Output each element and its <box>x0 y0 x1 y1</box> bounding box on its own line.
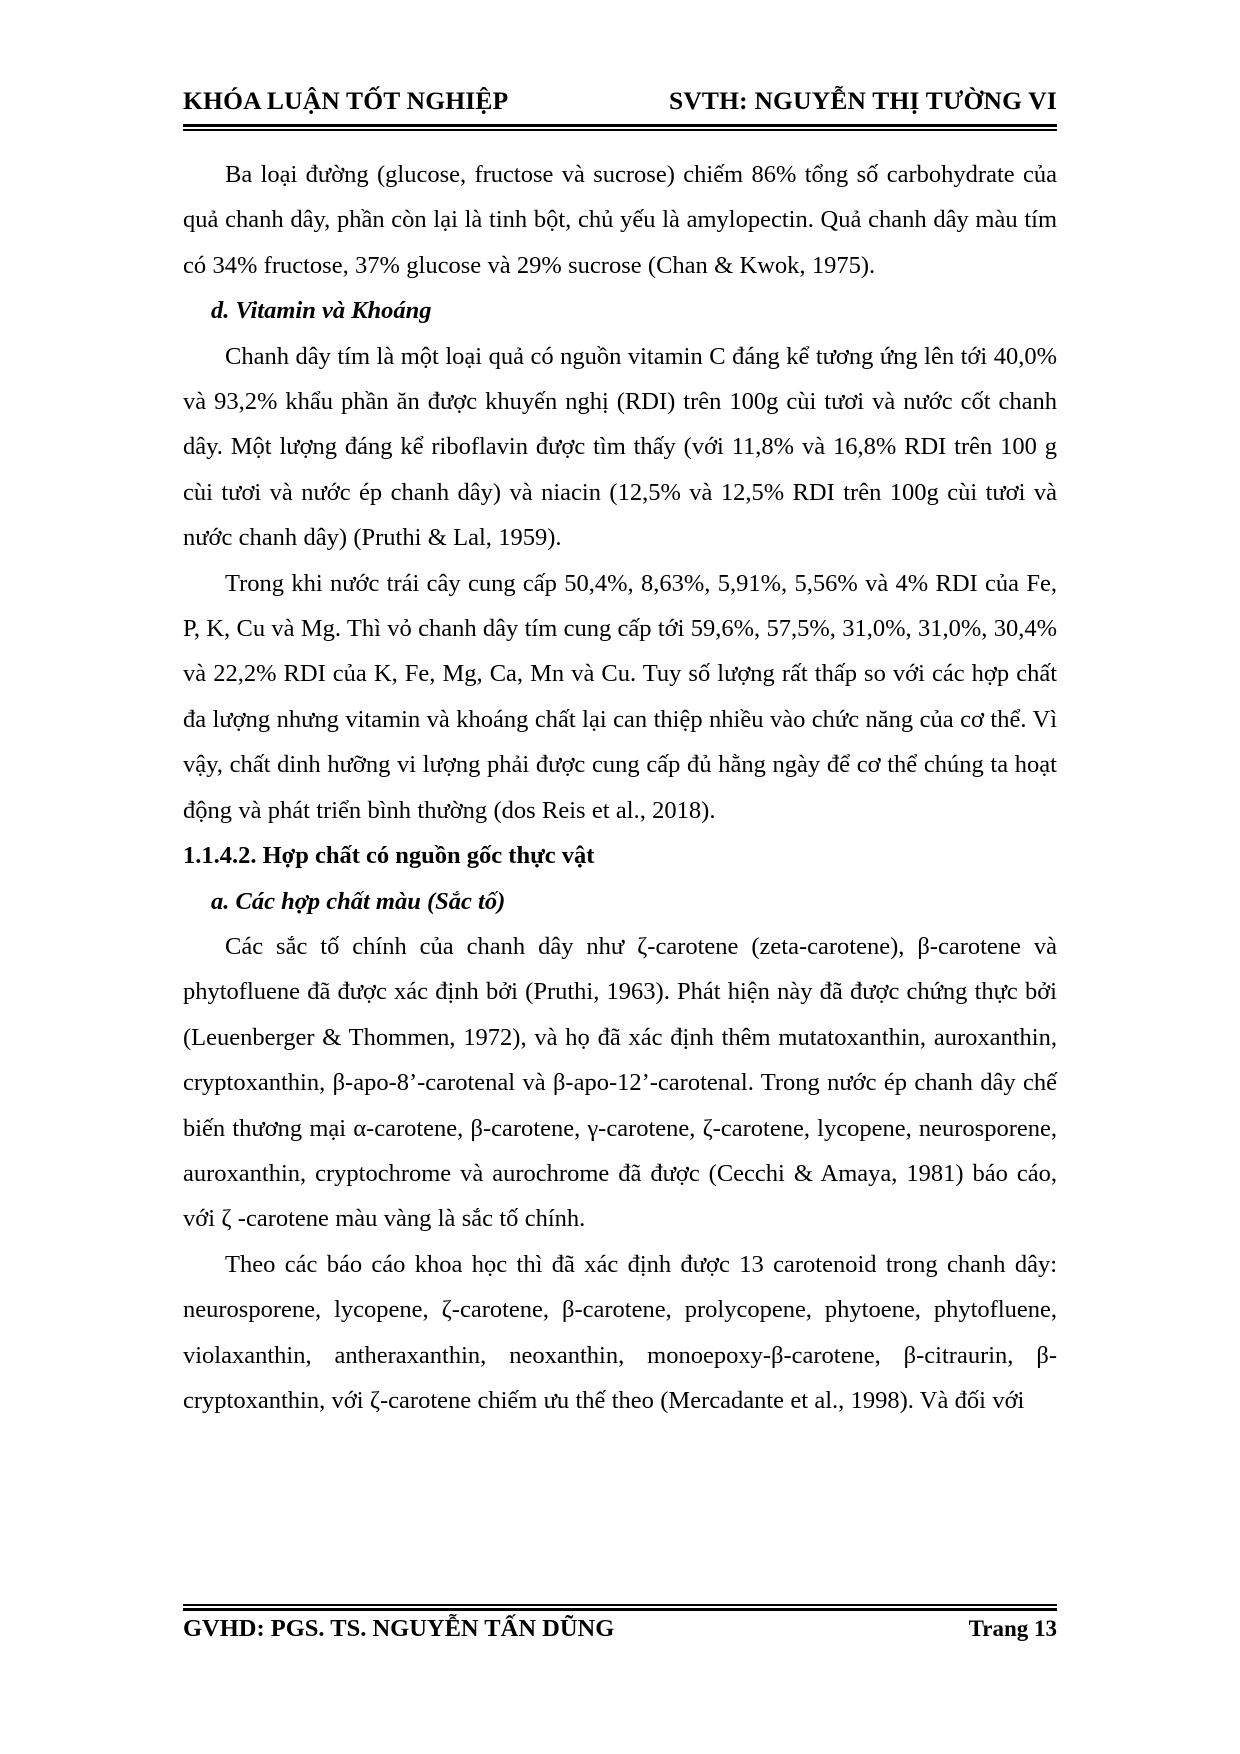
footer-advisor: GVHD: PGS. TS. NGUYỄN TẤN DŨNG <box>183 1615 615 1642</box>
heading-a-cac-hop-chat-mau: a. Các hợp chất màu (Sắc tố) <box>211 887 506 915</box>
footer-divider-rule <box>183 1604 1057 1610</box>
footer-rule-thick <box>183 1608 1057 1611</box>
heading-d-vitamin-khoang: d. Vitamin và Khoáng <box>211 297 432 325</box>
running-footer <box>183 1615 1057 1643</box>
header-left-title: KHÓA LUẬN TỐT NGHIỆP <box>183 86 509 115</box>
header-right-author: SVTH: NGUYỄN THỊ TƯỜNG VI <box>668 86 1057 115</box>
header-divider-rule <box>183 124 1057 130</box>
heading-1-1-4-2: 1.1.4.2. Hợp chất có nguồn gốc thực vật <box>183 842 595 870</box>
header-rule-thin <box>183 129 1057 131</box>
footer-rule-thin <box>183 1604 1057 1606</box>
paragraph-minerals-rdi: Trong khi nước trái cây cung cấp 50,4%, 8,63%, 5,91%, 5,56% và 4% RDI của Fe, P, K, Cu và Mg. Thì vỏ chanh dây tím cung cấp tới 59,6%, 57,5%, 31,0%, 31,0%, 30,4% và 22,2% RDI của K, Fe, Mg, Ca, Mn và Cu. Tuy số lượng rất thấp so với các hợp chất đa lượng nhưng vitamin và khoáng chất lại can thiệp nhiều vào chức năng của cơ thể. Vì vậy, chất dinh hưỡng vi lượng phải được cung cấp đủ hằng ngày để cơ thể chúng ta hoạt động và phát triển bình thường (dos Reis et al., 2018). <box>183 569 1057 824</box>
header-rule-thick <box>183 124 1057 127</box>
paragraph-vitamin-c: Chanh dây tím là một loại quả có nguồn vitamin C đáng kể tương ứng lên tới 40,0% và 93,2% khẩu phần ăn được khuyến nghị (RDI) trên 100g cùi tươi và nước cốt chanh dây. Một lượng đáng kể riboflavin được tìm thấy (với 11,8% và 16,8% RDI trên 100 g cùi tươi và nước ép chanh dây) và niacin (12,5% và 12,5% RDI trên 100g cùi tươi và nước chanh dây) (Pruthi & Lal, 1959). <box>183 342 1057 552</box>
document-body <box>183 152 1057 1423</box>
footer-page-number: Trang 13 <box>968 1616 1057 1641</box>
running-header <box>183 86 1057 116</box>
paragraph-pigments: Các sắc tố chính của chanh dây như ζ-carotene (zeta-carotene), β-carotene và phytofluene đã được xác định bởi (Pruthi, 1963). Phát hiện này đã được chứng thực bởi (Leuenberger & Thommen, 1972), và họ đã xác định thêm mutatoxanthin, auroxanthin, cryptoxanthin, β-apo-8’-carotenal và β-apo-12’-carotenal. Trong nước ép chanh dây chế biến thương mại α-carotene, β-carotene, γ-carotene, ζ-carotene, lycopene, neurosporene, auroxanthin, cryptochrome và aurochrome đã được (Cecchi & Amaya, 1981) báo cáo, với ζ -carotene màu vàng là sắc tố chính. <box>183 932 1057 1233</box>
paragraph-carotenoids: Theo các báo cáo khoa học thì đã xác định được 13 carotenoid trong chanh dây: neurosporene, lycopene, ζ-carotene, β-carotene, prolycopene, phytoene, phytofluene, violaxanthin, antheraxanthin, neoxanthin, monoepoxy-β-carotene, β-citraurin, β-cryptoxanthin, với ζ-carotene chiếm ưu thế theo (Mercadante et al., 1998). Và đối với <box>183 1250 1057 1414</box>
paragraph-carbohydrate: Ba loại đường (glucose, fructose và sucrose) chiếm 86% tổng số carbohydrate của quả chanh dây, phần còn lại là tinh bột, chủ yếu là amylopectin. Quả chanh dây màu tím có 34% fructose, 37% glucose và 29% sucrose (Chan & Kwok, 1975). <box>183 161 1057 279</box>
